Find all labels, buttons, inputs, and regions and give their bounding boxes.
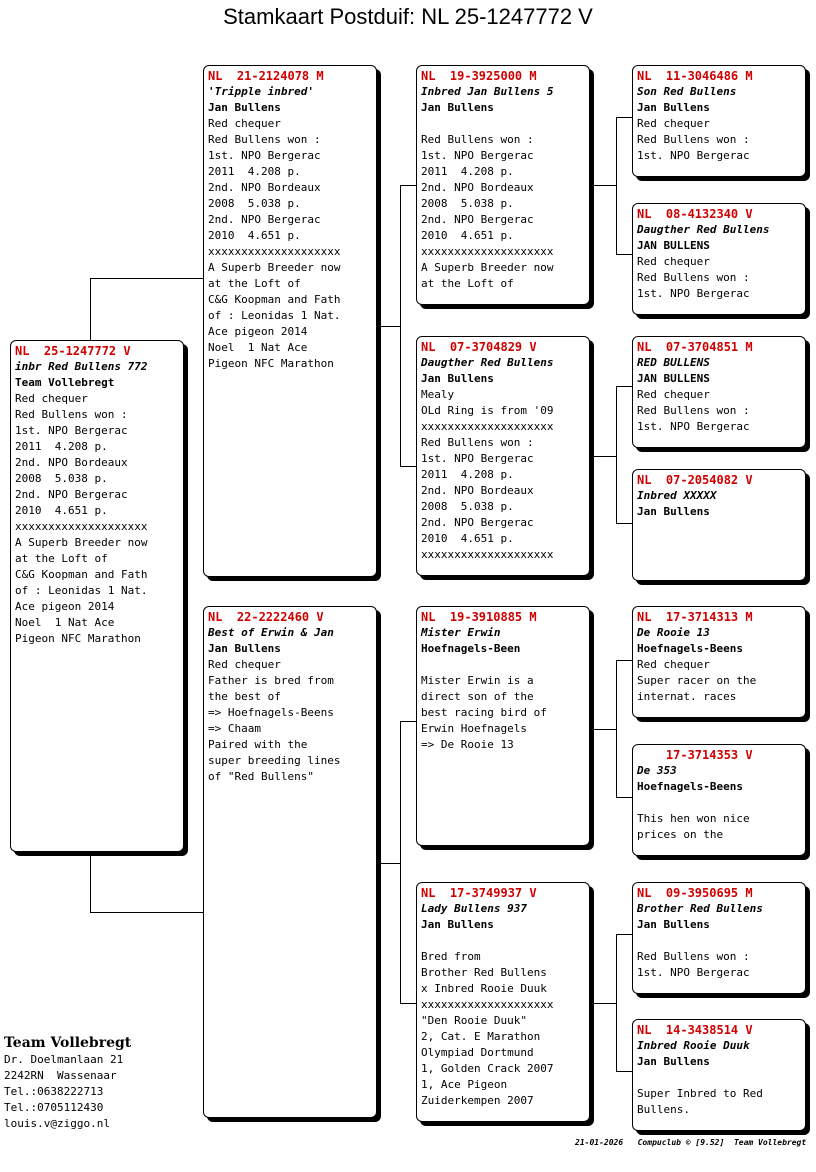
pigeon-name: RED BULLENS	[637, 356, 710, 369]
info-line: Red chequer	[208, 117, 281, 130]
owner-team-name: Team Vollebregt	[4, 1035, 132, 1051]
info-line: 2nd. NPO Bergerac	[421, 213, 534, 226]
info-line: of : Leonidas 1 Nat.	[208, 309, 341, 322]
info-line: 2nd. NPO Bergerac	[208, 213, 321, 226]
breeder-name: JAN BULLENS	[637, 239, 710, 252]
ring-number: NL 09-3950695 M	[637, 886, 753, 900]
connector-line	[616, 797, 632, 798]
pedigree-card-ggp-1[interactable]	[632, 65, 806, 177]
breeder-name: Jan Bullens	[208, 642, 281, 655]
ring-number: NL 08-4132340 V	[637, 207, 753, 221]
info-line: 2nd. NPO Bordeaux	[421, 181, 534, 194]
pigeon-name: Inbred Rooie Duuk	[637, 1039, 750, 1052]
info-line: 1, Golden Crack 2007	[421, 1062, 554, 1075]
pedigree-card-subject[interactable]	[10, 340, 184, 852]
info-line: Olympiad Dortmund	[421, 1046, 534, 1059]
ring-number: NL 25-1247772 V	[15, 344, 131, 358]
info-line: Red chequer	[15, 392, 88, 405]
info-line: 2011 4.208 p.	[208, 165, 301, 178]
pigeon-name: Daugther Red Bullens	[421, 356, 554, 369]
connector-line	[616, 934, 617, 1072]
connector-line	[616, 660, 632, 661]
info-line: Mister Erwin is a	[421, 674, 534, 687]
ring-number: NL 07-2054082 V	[637, 473, 753, 487]
pedigree-card-ggp-3[interactable]	[632, 336, 806, 448]
info-line: Father is bred from	[208, 674, 334, 687]
pedigree-card-maternal-grandmother[interactable]	[416, 882, 590, 1122]
print-stamp: 21-01-2026 Compuclub © [9.52] Team Vollebregt	[575, 1138, 807, 1147]
info-line: 2nd. NPO Bordeaux	[208, 181, 321, 194]
info-line: 1st. NPO Bergerac	[421, 452, 534, 465]
pedigree-card-maternal-grandfather[interactable]	[416, 606, 590, 846]
breeder-name: Jan Bullens	[208, 101, 281, 114]
info-line: 1st. NPO Bergerac	[637, 287, 750, 300]
info-line: => Hoefnagels-Beens	[208, 706, 334, 719]
owner-info	[4, 1034, 131, 1132]
ring-number: NL 14-3438514 V	[637, 1023, 753, 1037]
info-line: Paired with the	[208, 738, 308, 751]
info-line: of : Leonidas 1 Nat.	[15, 584, 148, 597]
owner-phone-1: Tel.:0638222713	[4, 1085, 104, 1098]
info-line: super breeding lines	[208, 754, 341, 767]
info-line: at the Loft of	[421, 277, 514, 290]
pigeon-name: De 353	[637, 764, 677, 777]
info-line	[421, 657, 585, 673]
info-line: 2010 4.651 p.	[421, 229, 514, 242]
pedigree-card-ggp-8[interactable]	[632, 1019, 806, 1131]
connector-line	[378, 863, 400, 864]
info-line: 2008 5.038 p.	[421, 500, 514, 513]
info-line: 2008 5.038 p.	[421, 197, 514, 210]
info-line: Red chequer	[637, 388, 710, 401]
info-line: 2, Cat. E Marathon	[421, 1030, 541, 1043]
ring-number: NL 19-3910885 M	[421, 610, 537, 624]
connector-line	[590, 729, 616, 730]
info-line: 1, Ace Pigeon	[421, 1078, 508, 1091]
info-line: 2nd. NPO Bordeaux	[15, 456, 128, 469]
info-line: Red Bullens won :	[637, 271, 750, 284]
info-line: "Den Rooie Duuk"	[421, 1014, 527, 1027]
pigeon-name: 'Tripple inbred'	[208, 85, 314, 98]
info-line: Red Bullens won :	[637, 133, 750, 146]
connector-line	[590, 1003, 616, 1004]
info-line: 2010 4.651 p.	[15, 504, 108, 517]
info-line: 2010 4.651 p.	[421, 532, 514, 545]
pedigree-card-ggp-4[interactable]	[632, 469, 806, 581]
connector-line	[400, 721, 401, 1004]
info-line: xxxxxxxxxxxxxxxxxxxx	[421, 245, 554, 258]
info-line: 2nd. NPO Bergerac	[15, 488, 128, 501]
connector-line	[590, 185, 616, 186]
info-line: A Superb Breeder now	[208, 261, 341, 274]
info-line: Red Bullens won :	[637, 950, 750, 963]
info-line: 1st. NPO Bergerac	[421, 149, 534, 162]
info-line: Super Inbred to Red	[637, 1087, 763, 1100]
owner-email: louis.v@ziggo.nl	[4, 1117, 110, 1130]
breeder-name: Team Vollebregt	[15, 376, 115, 389]
info-line: 2008 5.038 p.	[208, 197, 301, 210]
info-line: Red chequer	[637, 117, 710, 130]
info-line: x Inbred Rooie Duuk	[421, 982, 547, 995]
connector-line	[616, 386, 632, 387]
info-line: xxxxxxxxxxxxxxxxxxxx	[421, 420, 554, 433]
connector-line	[90, 278, 91, 340]
connector-line	[378, 326, 400, 327]
pigeon-name: Son Red Bullens	[637, 85, 737, 98]
owner-city: 2242RN Wassenaar	[4, 1069, 117, 1082]
connector-line	[590, 456, 616, 457]
ring-number: NL 21-2124078 M	[208, 69, 324, 83]
info-line: Noel 1 Nat Ace	[15, 616, 115, 629]
info-line: => De Rooie 13	[421, 738, 514, 751]
info-line: Bullens.	[637, 1103, 690, 1116]
ring-number: NL 11-3046486 M	[637, 69, 753, 83]
info-line	[637, 795, 801, 811]
pigeon-name: Lady Bullens 937	[421, 902, 527, 915]
pedigree-card-father[interactable]	[203, 65, 377, 577]
info-line: prices on the	[637, 828, 724, 841]
connector-line	[616, 117, 617, 255]
ring-number: 17-3714353 V	[637, 748, 753, 762]
info-line	[637, 933, 801, 949]
pigeon-name: inbr Red Bullens 772	[15, 360, 148, 373]
info-line: C&G Koopman and Fath	[208, 293, 341, 306]
info-line: Red chequer	[637, 255, 710, 268]
owner-address: Dr. Doelmanlaan 21	[4, 1053, 124, 1066]
pigeon-name: Daugther Red Bullens	[637, 223, 770, 236]
info-line: Pigeon NFC Marathon	[15, 632, 141, 645]
connector-line	[616, 386, 617, 524]
connector-line	[616, 1071, 632, 1072]
info-line: xxxxxxxxxxxxxxxxxxxx	[421, 998, 554, 1011]
breeder-name: Jan Bullens	[421, 372, 494, 385]
info-line: Noel 1 Nat Ace	[208, 341, 308, 354]
info-line: 2011 4.208 p.	[15, 440, 108, 453]
pigeon-name: Brother Red Bullens	[637, 902, 763, 915]
info-line	[637, 1070, 801, 1086]
ring-number: NL 19-3925000 M	[421, 69, 537, 83]
pigeon-name: Inbred XXXXX	[637, 489, 717, 502]
pedigree-card-mother[interactable]	[203, 606, 377, 1118]
info-line: xxxxxxxxxxxxxxxxxxxx	[15, 520, 148, 533]
info-line	[421, 116, 585, 132]
connector-line	[616, 254, 632, 255]
info-line: Red Bullens won :	[637, 404, 750, 417]
connector-line	[616, 117, 632, 118]
breeder-name: JAN BULLENS	[637, 372, 710, 385]
breeder-name: Jan Bullens	[637, 1055, 710, 1068]
info-line: A Superb Breeder now	[421, 261, 554, 274]
info-line: Red Bullens won :	[421, 436, 534, 449]
connector-line	[400, 185, 417, 186]
info-line: 1st. NPO Bergerac	[637, 966, 750, 979]
info-line: Red chequer	[637, 658, 710, 671]
connector-line	[400, 466, 417, 467]
info-line: => Chaam	[208, 722, 261, 735]
breeder-name: Jan Bullens	[637, 505, 710, 518]
info-line: at the Loft of	[208, 277, 301, 290]
info-line	[421, 933, 585, 949]
pigeon-name: Inbred Jan Bullens 5	[421, 85, 554, 98]
breeder-name: Jan Bullens	[637, 918, 710, 931]
info-line: 2008 5.038 p.	[15, 472, 108, 485]
connector-line	[90, 278, 204, 279]
info-line: xxxxxxxxxxxxxxxxxxxx	[208, 245, 341, 258]
info-line: Ace pigeon 2014	[15, 600, 115, 613]
info-line: Red Bullens won :	[421, 133, 534, 146]
info-line: 2nd. NPO Bordeaux	[421, 484, 534, 497]
info-line: the best of	[208, 690, 281, 703]
connector-line	[90, 855, 91, 912]
pedigree-card-ggp-7[interactable]	[632, 882, 806, 994]
ring-number: NL 07-3704851 M	[637, 340, 753, 354]
info-line: Bred from	[421, 950, 481, 963]
connector-line	[616, 523, 632, 524]
info-line: Red chequer	[208, 658, 281, 671]
pedigree-card-ggp-2[interactable]	[632, 203, 806, 315]
info-line: 2010 4.651 p.	[208, 229, 301, 242]
pedigree-card-ggp-6[interactable]	[632, 744, 806, 856]
breeder-name: Hoefnagels-Beens	[637, 642, 743, 655]
pedigree-card-paternal-grandfather[interactable]	[416, 65, 590, 305]
breeder-name: Jan Bullens	[421, 918, 494, 931]
info-line: Brother Red Bullens	[421, 966, 547, 979]
info-line: internat. races	[637, 690, 737, 703]
info-line: Mealy	[421, 388, 455, 401]
info-line: Erwin Hoefnagels	[421, 722, 527, 735]
info-line: 1st. NPO Bergerac	[637, 420, 750, 433]
pigeon-name: Best of Erwin & Jan	[208, 626, 334, 639]
ring-number: NL 22-2222460 V	[208, 610, 324, 624]
info-line: C&G Koopman and Fath	[15, 568, 148, 581]
info-line: 1st. NPO Bergerac	[208, 149, 321, 162]
info-line: direct son of the	[421, 690, 534, 703]
info-line: 2nd. NPO Bergerac	[421, 516, 534, 529]
page-title: Stamkaart Postduif: NL 25-1247772 V	[223, 4, 593, 29]
pigeon-name: De Rooie 13	[637, 626, 710, 639]
info-line: Red Bullens won :	[15, 408, 128, 421]
info-line: 1st. NPO Bergerac	[637, 149, 750, 162]
ring-number: NL 17-3749937 V	[421, 886, 537, 900]
info-line: Ace pigeon 2014	[208, 325, 308, 338]
info-line: Zuiderkempen 2007	[421, 1094, 534, 1107]
breeder-name: Jan Bullens	[421, 101, 494, 114]
connector-line	[616, 660, 617, 798]
info-line: 1st. NPO Bergerac	[15, 424, 128, 437]
info-line: Red Bullens won :	[208, 133, 321, 146]
ring-number: NL 07-3704829 V	[421, 340, 537, 354]
info-line: best racing bird of	[421, 706, 547, 719]
pigeon-name: Mister Erwin	[421, 626, 501, 639]
owner-phone-2: Tel.:0705112430	[4, 1101, 104, 1114]
info-line: xxxxxxxxxxxxxxxxxxxx	[421, 548, 554, 561]
connector-line	[400, 185, 401, 467]
info-line: 2011 4.208 p.	[421, 165, 514, 178]
pedigree-card-ggp-5[interactable]	[632, 606, 806, 718]
connector-line	[90, 912, 204, 913]
info-line: 2011 4.208 p.	[421, 468, 514, 481]
info-line: at the Loft of	[15, 552, 108, 565]
info-line: of "Red Bullens"	[208, 770, 314, 783]
breeder-name: Hoefnagels-Been	[421, 642, 521, 655]
info-line: OLd Ring is from '09	[421, 404, 554, 417]
info-line: Super racer on the	[637, 674, 757, 687]
connector-line	[616, 934, 632, 935]
pedigree-card-paternal-grandmother[interactable]	[416, 336, 590, 576]
info-line: This hen won nice	[637, 812, 750, 825]
info-line: Pigeon NFC Marathon	[208, 357, 334, 370]
ring-number: NL 17-3714313 M	[637, 610, 753, 624]
info-line: A Superb Breeder now	[15, 536, 148, 549]
breeder-name: Jan Bullens	[637, 101, 710, 114]
connector-line	[400, 721, 417, 722]
connector-line	[400, 1003, 417, 1004]
breeder-name: Hoefnagels-Beens	[637, 780, 743, 793]
